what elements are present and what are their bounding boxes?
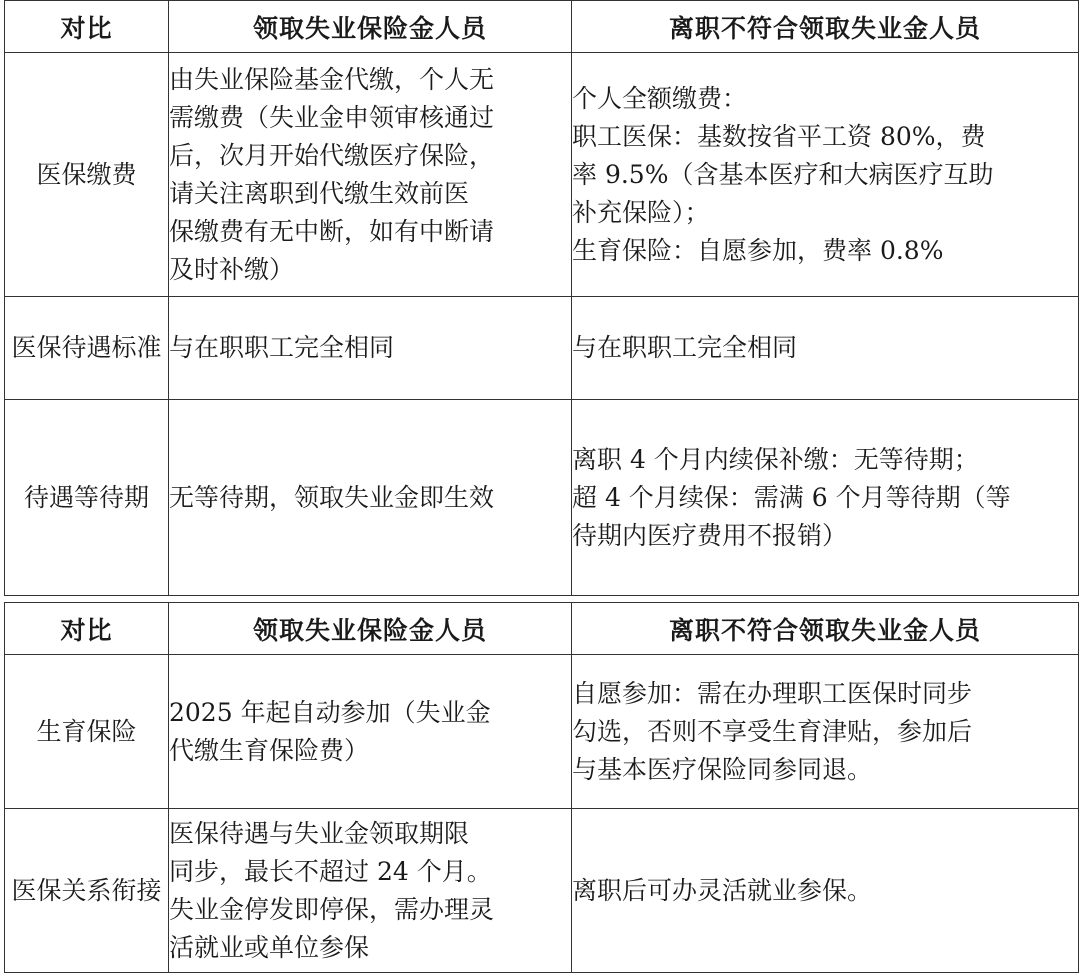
cell-non-eligible xyxy=(572,655,1079,809)
cell-line: 补充保险）； xyxy=(572,197,710,227)
cell-line: 保缴费有无中断，如有中断请 xyxy=(169,216,495,246)
cell-line: 由失业保险基金代缴，个人无 xyxy=(169,64,495,94)
comparison-table-1 xyxy=(4,0,1079,596)
cell-recipients xyxy=(169,809,572,973)
header-compare: 对比 xyxy=(5,1,169,53)
header-unemployment-recipients: 领取失业保险金人员 xyxy=(169,603,572,655)
comparison-table-2 xyxy=(4,602,1079,973)
row-label: 生育保险 xyxy=(5,655,169,809)
cell-line: 勾选，否则不享受生育津贴，参加后 xyxy=(572,716,973,746)
cell-line: 无等待期，领取失业金即生效 xyxy=(169,482,495,512)
table-row xyxy=(5,400,1079,596)
cell-line: 请关注离职到代缴生效前医 xyxy=(169,178,470,208)
row-label: 待遇等待期 xyxy=(5,400,169,596)
cell-recipients xyxy=(169,655,572,809)
cell-line: 个人全额缴费： xyxy=(572,83,748,113)
cell-line: 失业金停发即停保，需办理灵 xyxy=(169,894,495,924)
cell-non-eligible xyxy=(572,809,1079,973)
cell-line: 及时补缴） xyxy=(169,254,295,284)
row-label: 医保待遇标准 xyxy=(5,297,169,400)
cell-line: 自愿参加：需在办理职工医保时同步 xyxy=(572,678,973,708)
cell-line: 与在职职工完全相同 xyxy=(169,333,395,362)
cell-line: 率 9.5%（含基本医疗和大病医疗互助 xyxy=(572,159,994,189)
cell-line: 同步，最长不超过 24 个月。 xyxy=(169,856,492,886)
row-label: 医保关系衔接 xyxy=(5,809,169,973)
cell-line: 2025 年起自动参加（失业金 xyxy=(169,697,491,727)
cell-line: 代缴生育保险费） xyxy=(169,735,370,765)
cell-non-eligible xyxy=(572,400,1079,596)
cell-line: 医保待遇与失业金领取期限 xyxy=(169,818,470,848)
row-label: 医保缴费 xyxy=(5,53,169,297)
cell-line: 离职 4 个月内续保补缴：无等待期； xyxy=(572,444,979,474)
header-non-eligible-leavers: 离职不符合领取失业金人员 xyxy=(572,1,1079,53)
table-header-row xyxy=(5,603,1079,655)
cell-non-eligible xyxy=(572,53,1079,297)
cell-line: 活就业或单位参保 xyxy=(169,932,370,962)
header-compare: 对比 xyxy=(5,603,169,655)
cell-line: 超 4 个月续保：需满 6 个月等待期（等 xyxy=(572,482,1011,512)
table-header-row xyxy=(5,1,1079,53)
cell-recipients xyxy=(169,400,572,596)
table-row xyxy=(5,53,1079,297)
cell-line: 待期内医疗费用不报销） xyxy=(572,520,848,550)
cell-line: 与基本医疗保险同参同退。 xyxy=(572,754,873,784)
table-row xyxy=(5,297,1079,400)
cell-line: 后，次月开始代缴医疗保险， xyxy=(169,140,495,170)
cell-non-eligible xyxy=(572,297,1079,400)
cell-recipients xyxy=(169,53,572,297)
cell-line: 职工医保：基数按省平工资 80%，费 xyxy=(572,121,986,151)
table-row xyxy=(5,655,1079,809)
cell-line: 生育保险：自愿参加，费率 0.8% xyxy=(572,235,944,265)
cell-recipients xyxy=(169,297,572,400)
cell-line: 与在职职工完全相同 xyxy=(572,333,798,362)
header-unemployment-recipients: 领取失业保险金人员 xyxy=(169,1,572,53)
table-row xyxy=(5,809,1079,973)
header-non-eligible-leavers: 离职不符合领取失业金人员 xyxy=(572,603,1079,655)
cell-line: 离职后可办灵活就业参保。 xyxy=(572,875,873,905)
cell-line: 需缴费（失业金申领审核通过 xyxy=(169,102,495,132)
